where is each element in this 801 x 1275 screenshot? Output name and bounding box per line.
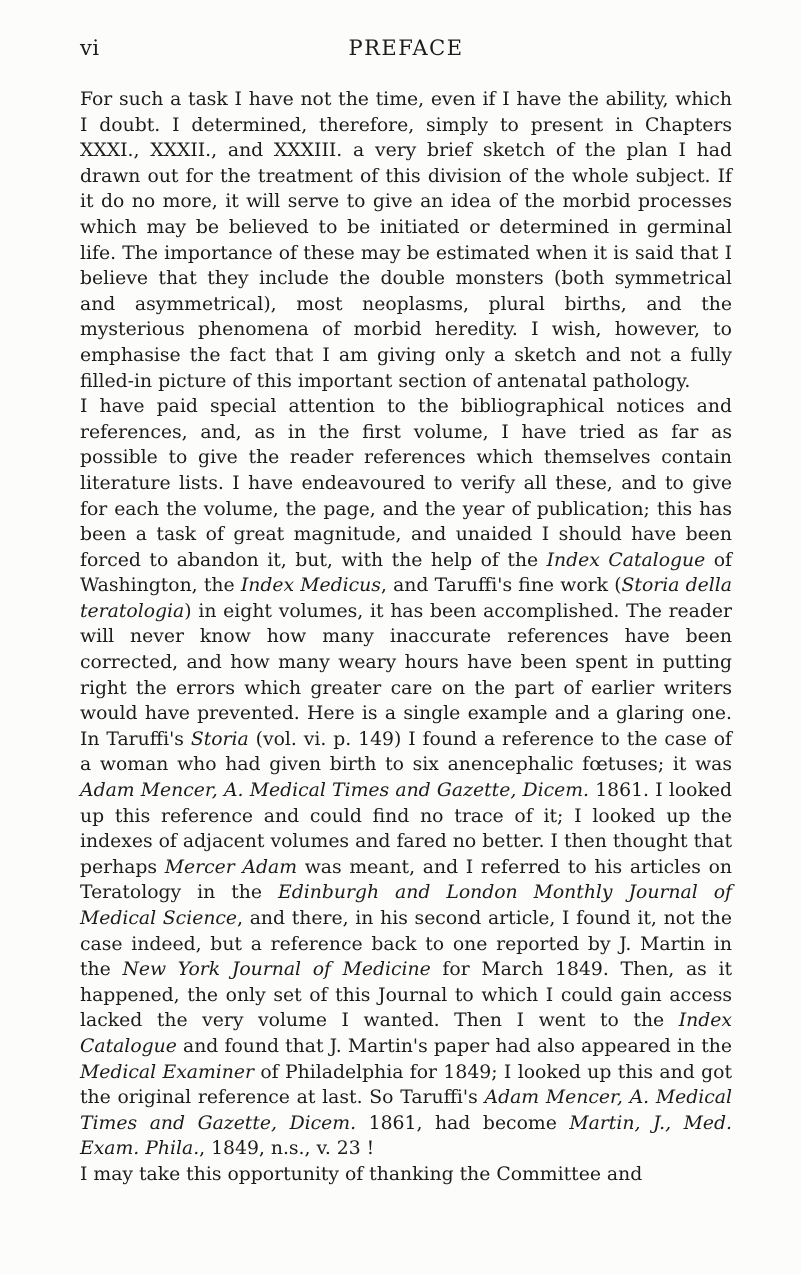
italic-text: Adam Mencer, A. Medical Times and Gazette, Dicem.	[80, 780, 589, 802]
italic-text: Mercer Adam	[164, 856, 298, 878]
italic-text: Index Catalogue	[80, 1010, 732, 1057]
text-run: ) in eight volumes, it has been accomplished. The reader will never know how many inaccurate references have been corrected, and how many weary hours have been spent in putting right the errors which greater care on the part of earlier writers would have prevented. Here is a single example and a glaring one. In Taruffi's	[80, 600, 732, 750]
italic-text: Medical Examiner	[80, 1061, 254, 1083]
italic-text: Storia della teratologia	[80, 575, 732, 622]
running-head: PREFACE	[348, 36, 464, 60]
text-run: and found that J. Martin's paper had also appeared in the	[176, 1035, 732, 1057]
text-run: For such a task I have not the time, even if I have the ability, which I doubt. I determined, therefore, simply to present in Chapters XXXI., XXXII., and XXXIII. a very brief sketch of the plan I had drawn out for the treatment of this division of the whole subject. If it do no more, it will serve to give an idea of the morbid processes which may be believed to be initiated or determined in germinal life. The importance of these may be estimated when it is said that I believe that they include the double monsters (both symmetrical and asymmetrical), most neoplasms, plural births, and the mysterious phenomena of morbid heredity. I wish, however, to emphasise the fact that I am giving only a sketch and not a fully filled-in picture of this important section of antenatal pathology.	[80, 89, 732, 392]
text-run: I have paid special attention to the bibliographical notices and references, and, as in the first volume, I have tried as far as possible to give the reader references which themselves contain literature lists. I have endeavoured to verify all these, and to give for each the volume, the page, and the year of publication; this has been a task of great magnitude, and unaided I should have been forced to abandon it, but, with the help of the	[80, 396, 732, 571]
text-run: of Washington, the	[80, 549, 732, 597]
paragraph-3	[80, 1162, 732, 1188]
text-run: was meant, and I referred to his articles on Teratology in the	[80, 856, 732, 904]
text-run: for March 1849. Then, as it happened, the only set of this Journal to which I could gain access lacked the very volume I wanted. Then I went to the	[80, 959, 733, 1032]
page-number: vi	[80, 36, 100, 60]
text-run: 1861. I looked up this reference and could find no trace of it; I looked up the indexes of adjacent volumes and fared no better. I then thought that perhaps	[80, 780, 732, 878]
text-run: , 1849, n.s., v. 23 !	[199, 1138, 375, 1160]
text-run: , and Taruffi's fine work (	[380, 575, 622, 597]
italic-text: Adam Mencer, A. Medical Times and Gazette, Dicem.	[80, 1087, 733, 1134]
italic-text: Edinburgh and London Monthly Journal of Medical Science	[80, 882, 732, 929]
italic-text: Index Medicus	[240, 575, 381, 597]
italic-text: New York Journal of Medicine	[122, 959, 431, 981]
paragraph-1	[80, 87, 732, 394]
italic-text: Index Catalogue	[546, 549, 706, 571]
text-run: 1861, had become	[356, 1112, 570, 1134]
italic-text: Martin, J., Med. Exam. Phila.	[80, 1112, 732, 1160]
text-run: (vol. vi. p. 149) I found a reference to the case of a woman who had given birth to six anencephalic fœtuses; it was	[80, 728, 732, 776]
paragraph-2	[80, 394, 732, 1162]
text-run: I may take this opportunity of thanking the Committee and	[80, 1163, 643, 1185]
text-run: , and there, in his second article, I found it, not the case indeed, but a reference back to one reported by J. Martin in the	[80, 908, 732, 981]
text-run: of Philadelphia for 1849; I looked up this and got the original reference at last. So Taruffi's	[80, 1061, 732, 1109]
body-text	[80, 87, 732, 1188]
italic-text: Storia	[190, 728, 249, 750]
page-header	[80, 36, 732, 66]
